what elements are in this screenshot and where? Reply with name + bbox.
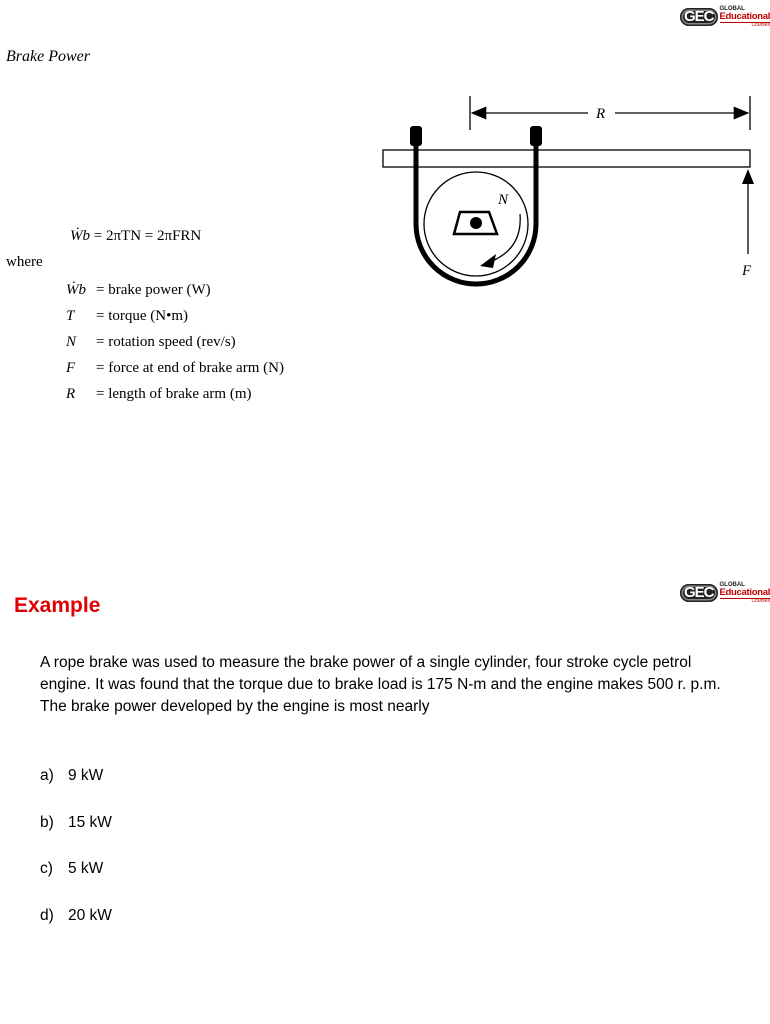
logo-bottom: [680, 582, 770, 604]
force-arrowhead: [742, 169, 754, 184]
logo-text: [720, 582, 770, 604]
rope-brake-diagram: [378, 94, 763, 294]
brake-arm: [383, 150, 750, 167]
rope-end-right: [530, 126, 542, 146]
option-text: 5 kW: [68, 860, 104, 877]
equation-rhs: = 2πFRN: [144, 228, 202, 244]
definition-text: = torque (N•m): [96, 307, 189, 324]
definition-row: [66, 355, 284, 381]
shaft: [470, 217, 482, 229]
logo-line3: Courses: [720, 598, 770, 604]
option-text: 20 kW: [68, 906, 112, 924]
definition-symbol: N: [66, 333, 77, 350]
logo-line1: GLOBAL: [719, 6, 745, 12]
option-letter: a): [40, 767, 54, 784]
question-text: A rope brake was used to measure the brake power of a single cylinder, four stroke cycle petrol engine. It was found that the torque due to brake load is 175 N-m and the engine makes 500 r. p.m. The brake power developed by the engine is most nearly: [40, 654, 721, 715]
definition-row: [66, 329, 284, 355]
equation-mid: = 2πTN: [93, 228, 142, 244]
logo-line3: Courses: [720, 22, 770, 28]
definition-text: = brake power (W): [96, 281, 211, 298]
logo-line2: Educational: [719, 11, 770, 22]
definition-row: [66, 381, 284, 407]
logo-text: [720, 6, 770, 28]
logo-gec-mark: GEC: [680, 8, 718, 26]
option-c[interactable]: [40, 860, 112, 907]
rope-end-left: [410, 126, 422, 146]
definition-text: = rotation speed (rev/s): [96, 333, 236, 350]
option-a[interactable]: [40, 767, 112, 814]
page-title: Brake Power: [6, 48, 90, 65]
definitions-list: [66, 277, 284, 407]
definition-symbol: F: [66, 359, 76, 376]
label-f: F: [742, 263, 752, 279]
example-heading: Example: [14, 594, 101, 617]
definition-symbol: Ẇb: [66, 281, 86, 298]
label-n: N: [498, 192, 509, 208]
brake-power-equation: [70, 228, 201, 245]
equation-lhs: Ẇb: [70, 228, 90, 244]
where-label: where: [6, 254, 43, 270]
answer-options: [40, 767, 112, 953]
definition-row: [66, 303, 284, 329]
option-letter: b): [40, 813, 54, 831]
definition-text: = length of brake arm (m): [96, 385, 252, 402]
option-letter: d): [40, 906, 54, 924]
definition-text: = force at end of brake arm (N): [96, 359, 284, 376]
option-d[interactable]: [40, 907, 112, 954]
label-r: R: [596, 106, 606, 122]
option-letter: c): [40, 860, 53, 877]
definition-symbol: T: [66, 307, 75, 324]
logo-line2: Educational: [719, 587, 770, 598]
option-b[interactable]: [40, 814, 112, 861]
logo-line1: GLOBAL: [719, 582, 745, 588]
option-text: 15 kW: [68, 813, 112, 831]
logo-top: [680, 6, 770, 28]
definition-row: [66, 277, 284, 303]
definition-symbol: R: [66, 385, 76, 402]
option-text: 9 kW: [68, 767, 104, 784]
logo-gec-mark: GEC: [680, 584, 718, 602]
